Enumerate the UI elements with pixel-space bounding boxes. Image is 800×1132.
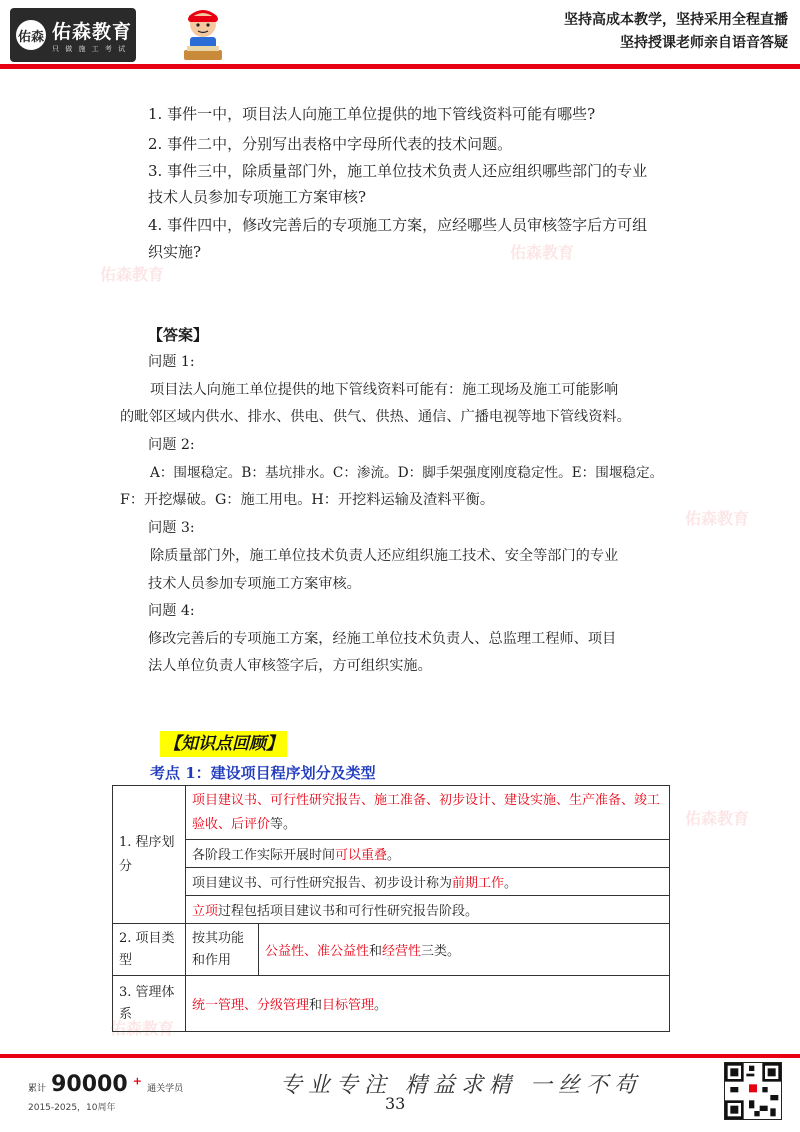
slogan-line-1: 坚持高成本教学，坚持采用全程直播 bbox=[564, 12, 788, 28]
answer-line: 问题 4: bbox=[148, 603, 195, 619]
header-divider bbox=[0, 64, 800, 69]
cell-red-text: 项目建议书、可行性研究报告、施工准备、初步设计、建设实施、生产准备、竣工验收、后评价 bbox=[192, 792, 661, 832]
answer-line: 除质量部门外，施工单位技术负责人还应组织施工技术、安全等部门的专业 bbox=[150, 548, 619, 564]
table-cell bbox=[186, 976, 670, 1032]
answer-line: 问题 3: bbox=[148, 520, 195, 536]
qr-code-icon bbox=[724, 1062, 782, 1120]
cell-red-text: 目标管理 bbox=[322, 998, 375, 1013]
watermark: 佑森教育 bbox=[685, 809, 750, 828]
row-label: 1. 程序划分 bbox=[113, 786, 186, 924]
table-cell bbox=[186, 786, 670, 840]
stat-plus: + bbox=[132, 1074, 142, 1088]
logo-name: 佑森教育 bbox=[52, 20, 133, 43]
watermark: 佑森教育 bbox=[100, 265, 165, 284]
cell-red-text: 前期工作 bbox=[452, 876, 505, 891]
table-cell bbox=[186, 868, 670, 896]
cell-text: 等。 bbox=[270, 816, 297, 832]
table-row bbox=[113, 896, 670, 924]
stat-number: 90000 bbox=[51, 1072, 128, 1097]
cell-text: 项目建议书、可行性研究报告、初步设计称为 bbox=[192, 876, 453, 891]
header-slogans bbox=[564, 9, 788, 55]
question-line: 1. 事件一中，项目法人向施工单位提供的地下管线资料可能有哪些? bbox=[148, 105, 596, 123]
footer-divider bbox=[0, 1054, 800, 1058]
brand-logo bbox=[10, 8, 136, 62]
knowledge-review-title: 【知识点回顾】 bbox=[160, 731, 287, 757]
cell-text: 。 bbox=[387, 848, 401, 863]
answer-line: 修改完善后的专项施工方案，经施工单位技术负责人、总监理工程师、项目 bbox=[148, 631, 617, 647]
answer-line: A：围堰稳定。B：基坑排水。C：渗流。D：脚手架强度刚度稳定性。E：围堰稳定。 bbox=[150, 465, 664, 481]
cell-text: 和 bbox=[369, 944, 383, 959]
table-row bbox=[113, 924, 670, 976]
table-row bbox=[113, 840, 670, 868]
stat-suffix: 通关学员 bbox=[147, 1084, 184, 1094]
table-cell bbox=[259, 924, 670, 976]
cell-text: 各阶段工作实际开展时间 bbox=[192, 848, 336, 863]
table-row bbox=[113, 868, 670, 896]
table-row bbox=[113, 976, 670, 1032]
cell-red-text: 经营性 bbox=[382, 944, 422, 959]
logo-seal-icon: 佑森 bbox=[16, 20, 46, 50]
cell-text: 过程包括项目建议书和可行性研究报告阶段。 bbox=[218, 904, 479, 919]
row-label: 2. 项目类型 bbox=[113, 924, 186, 976]
answer-line: 法人单位负责人审核签字后，方可组织实施。 bbox=[148, 658, 432, 674]
mascot-icon bbox=[178, 6, 228, 62]
cell-red-text: 立项 bbox=[192, 904, 219, 919]
motto-signature: 专业专注 精益求精 一丝不苟 bbox=[280, 1073, 642, 1098]
cell-red-text: 可以重叠 bbox=[335, 848, 388, 863]
answer-line: 的毗邻区域内供水、排水、供电、供气、供热、通信、广播电视等地下管线资料。 bbox=[120, 409, 631, 425]
anniversary-text: 2015-2025，10周年 bbox=[28, 1103, 116, 1113]
knowledge-point-subtitle: 考点 1：建设项目程序划分及类型 bbox=[150, 764, 376, 782]
page-number: 33 bbox=[385, 1094, 406, 1113]
student-stat bbox=[28, 1072, 183, 1097]
cell-text: 。 bbox=[504, 876, 518, 891]
answer-line: 技术人员参加专项施工方案审核。 bbox=[148, 576, 361, 592]
table-row bbox=[113, 786, 670, 840]
cell-text: 。 bbox=[374, 998, 388, 1013]
cell-text: 和 bbox=[309, 998, 323, 1013]
question-line: 技术人员参加专项施工方案审核? bbox=[148, 188, 367, 206]
cell-text: 三类。 bbox=[421, 944, 461, 959]
logo-tagline: 只 做 施 工 考 试 bbox=[52, 44, 128, 53]
slogan-line-2: 坚持授课老师亲自语音答疑 bbox=[620, 35, 788, 51]
answer-line: 项目法人向施工单位提供的地下管线资料可能有：施工现场及施工可能影响 bbox=[150, 382, 619, 398]
question-line: 2. 事件二中，分别写出表格中字母所代表的技术问题。 bbox=[148, 135, 513, 153]
answer-line: 问题 1: bbox=[148, 354, 195, 370]
question-line: 4. 事件四中，修改完善后的专项施工方案，应经哪些人员审核签字后方可组 bbox=[148, 216, 648, 234]
row-label: 3. 管理体系 bbox=[113, 976, 186, 1032]
page-header bbox=[0, 0, 800, 64]
table-cell: 按其功能和作用 bbox=[186, 924, 259, 976]
watermark: 佑森教育 bbox=[510, 243, 575, 262]
cell-red-text: 统一管理、分级管理 bbox=[192, 998, 310, 1013]
stat-prefix: 累计 bbox=[28, 1084, 47, 1094]
question-line: 3. 事件三中，除质量部门外，施工单位技术负责人还应组织哪些部门的专业 bbox=[148, 162, 648, 180]
watermark: 佑森教育 bbox=[685, 509, 750, 528]
watermark: 佑森教育 bbox=[110, 1019, 175, 1038]
table-cell bbox=[186, 840, 670, 868]
knowledge-table bbox=[112, 785, 670, 1032]
question-line: 织实施? bbox=[148, 243, 202, 261]
table-cell bbox=[186, 896, 670, 924]
answer-line: 问题 2: bbox=[148, 437, 195, 453]
cell-red-text: 公益性、准公益性 bbox=[265, 944, 370, 959]
answer-title: 【答案】 bbox=[148, 326, 209, 344]
answer-line: F：开挖爆破。G：施工用电。H：开挖料运输及渣料平衡。 bbox=[120, 492, 495, 508]
